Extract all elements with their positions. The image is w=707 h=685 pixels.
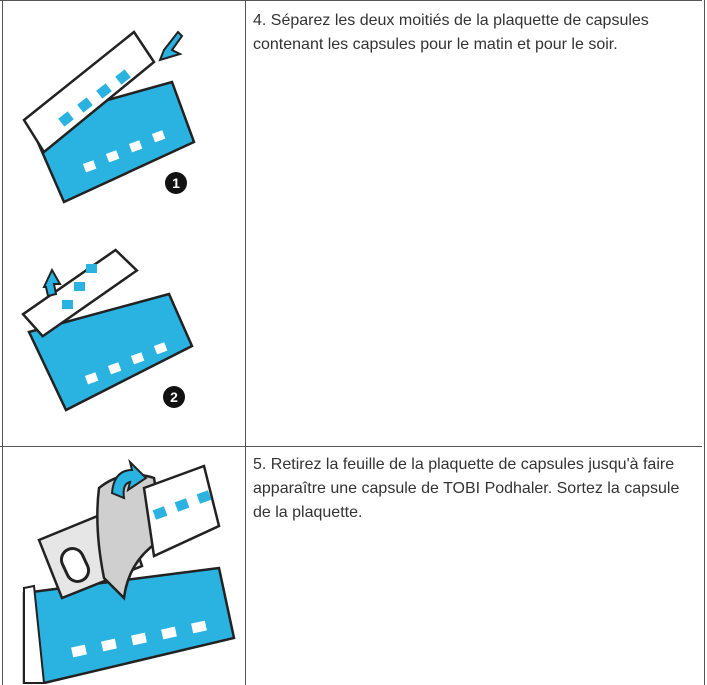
step-5-text: 5. Retirez la feuille de la plaquette de capsules jusqu'à faire apparaître une capsule de TOBI Podhaler. Sortez la capsule de la plaquette. [253, 456, 680, 521]
marker-2 [163, 386, 185, 408]
table-border-right [704, 0, 705, 685]
marker-1 [165, 172, 187, 194]
blister-pack-2 [18, 228, 192, 410]
table-border-divider [245, 0, 246, 685]
blister-peel-illustration [4, 448, 244, 684]
table-border-left [2, 0, 3, 685]
svg-text:1: 1 [172, 175, 180, 191]
table-border-middle [0, 446, 702, 447]
svg-text:2: 2 [170, 389, 178, 405]
step-4-text: 4. Séparez les deux moitiés de la plaquette de capsules contenant les capsules pour le matin et pour le soir. [253, 12, 649, 53]
blister-split-illustration [4, 2, 244, 442]
table-border-top [0, 0, 702, 1]
